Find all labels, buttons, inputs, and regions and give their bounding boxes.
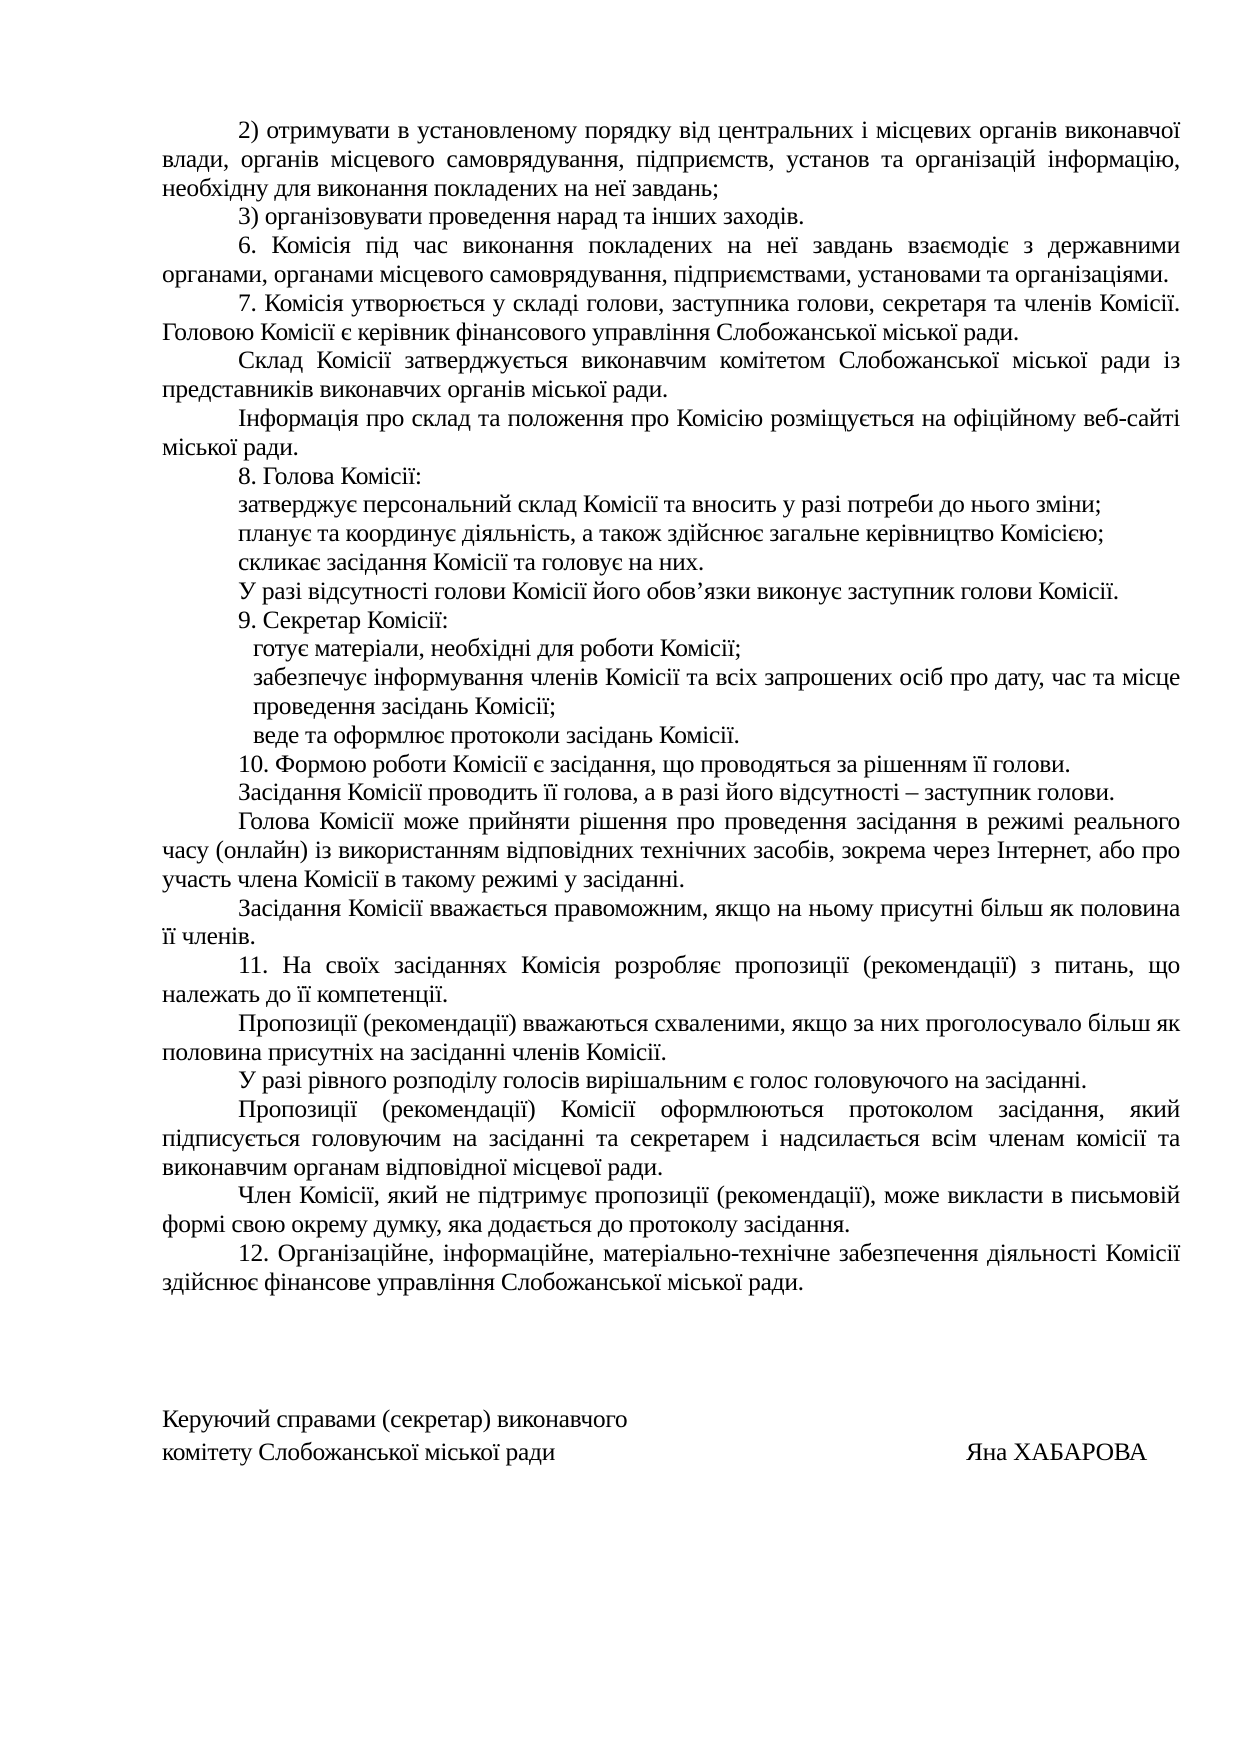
paragraph: 8. Голова Комісії: bbox=[238, 460, 422, 490]
signature-title-line-1: Керуючий справами (секретар) виконавчого bbox=[162, 1404, 628, 1433]
paragraph: Голова Комісії може прийняти рішення про проведення засідання в режимі реального часу (онлайн) із використанням відповідних технічних засобів, зокрема через Інтернет, або про участь члена Комісії в такому режимі у засіданні. bbox=[162, 806, 1180, 893]
paragraph: Інформація про склад та положення про Комісію розміщується на офіційному веб-сайті міської ради. bbox=[162, 402, 1180, 461]
paragraph: 2) отримувати в установленому порядку від центральних і місцевих органів виконавчої влади, органів місцевого самоврядування, підприємств, установ та організацій інформацію, необхідну для виконання покладених на неї завдань; bbox=[162, 115, 1180, 202]
paragraph: 10. Формою роботи Комісії є засідання, що проводяться за рішенням її голови. bbox=[238, 748, 1071, 778]
signature-title bbox=[162, 1402, 627, 1468]
paragraph: 12. Організаційне, інформаційне, матеріально-технічне забезпечення діяльності Комісії здійснює фінансове управління Слобожанської міської ради. bbox=[162, 1238, 1180, 1296]
paragraph: Склад Комісії затверджується виконавчим комітетом Слобожанської міської ради із представників виконавчих органів міської ради. bbox=[162, 345, 1180, 404]
paragraph: 6. Комісія під час виконання покладених на неї завдань взаємодіє з державними органами, органами місцевого самоврядування, підприємствами, установами та організаціями. bbox=[162, 230, 1180, 288]
paragraph: Засідання Комісії проводить її голова, а в разі його відсутності – заступник голови. bbox=[238, 777, 1115, 807]
paragraph: У разі відсутності голови Комісії його обов’язки виконує заступник голови Комісії. bbox=[238, 575, 1119, 605]
paragraph: готує матеріали, необхідні для роботи Комісії; bbox=[253, 633, 742, 663]
paragraph: 7. Комісія утворюється у складі голови, заступника голови, секретаря та членів Комісії. Головою Комісії є керівник фінансового управління Слобожанської міської ради. bbox=[162, 287, 1180, 346]
document-body bbox=[162, 116, 1180, 1297]
paragraph: скликає засідання Комісії та головує на них. bbox=[238, 546, 704, 576]
paragraph: забезпечує інформування членів Комісії та всіх запрошених осіб про дату, час та місце проведення засідань Комісії; bbox=[253, 662, 1180, 720]
paragraph: веде та оформлює протоколи засідань Комісії. bbox=[253, 719, 740, 749]
signature-name: Яна ХАБАРОВА bbox=[965, 1437, 1147, 1466]
signature-block bbox=[162, 1402, 1180, 1468]
paragraph: Пропозиції (рекомендації) Комісії оформлюються протоколом засідання, який підписується головуючим на засіданні та секретарем і надсилається всім членам комісії та виконавчим органам відповідної місцевої ради. bbox=[162, 1094, 1180, 1181]
paragraph: 3) організовувати проведення нарад та інших заходів. bbox=[238, 201, 805, 231]
paragraph: У разі рівного розподілу голосів вирішальним є голос головуючого на засіданні. bbox=[238, 1065, 1087, 1095]
paragraph: затверджує персональний склад Комісії та вносить у разі потреби до нього зміни; bbox=[238, 489, 1102, 519]
paragraph: 11. На своїх засіданнях Комісія розробляє пропозиції (рекомендації) з питань, що належать до її компетенції. bbox=[162, 950, 1180, 1008]
paragraph: Член Комісії, який не підтримує пропозиції (рекомендації), може викласти в письмовій формі свою окрему думку, яка додається до протоколу засідання. bbox=[162, 1180, 1180, 1239]
paragraph: Засідання Комісії вважається правоможним, якщо на ньому присутні більш як половина її членів. bbox=[162, 892, 1180, 951]
paragraph: Пропозиції (рекомендації) вважаються схваленими, якщо за них проголосувало більш як половина присутніх на засіданні членів Комісії. bbox=[162, 1007, 1180, 1066]
signature-title-line-2: комітету Слобожанської міської ради bbox=[162, 1437, 556, 1466]
paragraph: 9. Секретар Комісії: bbox=[238, 604, 449, 634]
paragraph: планує та координує діяльність, а також здійснює загальне керівництво Комісією; bbox=[238, 518, 1105, 548]
